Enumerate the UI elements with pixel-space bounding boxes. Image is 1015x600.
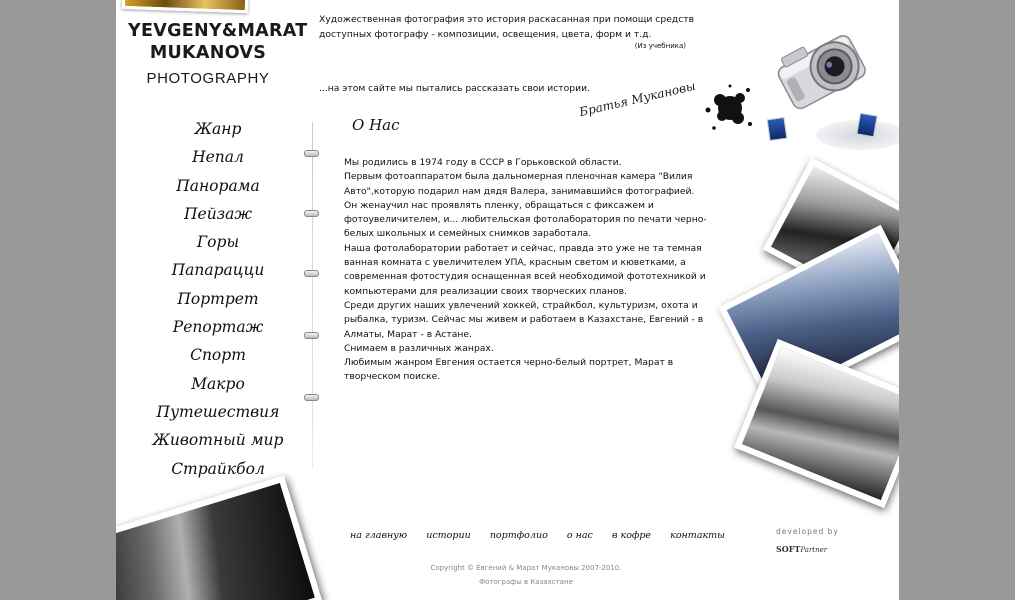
footer-nav	[350, 523, 739, 542]
nav-item-genre[interactable]: Жанр	[194, 120, 242, 138]
about-line: Любимым жанром Евгения остается черно-белый портрет, Марат в	[344, 357, 674, 369]
footer-link-bag[interactable]: в кофре	[611, 530, 652, 541]
photo-street-scene[interactable]	[116, 475, 322, 600]
about-line: творческом поиске.	[344, 371, 441, 383]
binder-ring-icon	[304, 150, 319, 157]
footer-link-home[interactable]: на главную	[350, 530, 408, 541]
nav-item-wildlife[interactable]: Животный мир	[152, 431, 284, 450]
camera-icon	[766, 8, 886, 118]
logo-photo-strip	[122, 0, 248, 13]
about-line: Авто",которую подарил нам дядя Валера, занимавшийся фотографией.	[344, 185, 695, 197]
brand-subtitle: PHOTOGRAPHY	[146, 70, 270, 87]
about-line: белых школьных и семейных снимков заработала.	[344, 228, 592, 240]
nav-item-portrait[interactable]: Портрет	[177, 289, 259, 308]
footer-subtitle: Фотографы в Казахстане	[479, 578, 573, 586]
about-line: Мы родились в 1974 году в СССР в Горьковской области.	[344, 157, 622, 168]
about-line: рыбалка, туризм. Сейчас мы живем и работаем в Казахстане, Евгений - в	[344, 314, 704, 326]
about-line: Первым фотоаппаратом была дальномерная пленочная камера "Вилия	[344, 171, 693, 183]
nav-item-macro[interactable]: Макро	[191, 374, 245, 393]
page-container	[116, 0, 899, 600]
signature: Братья Мукановы	[577, 78, 697, 120]
nav-item-travel[interactable]: Путешествия	[156, 402, 280, 421]
about-line: Наша фотолаборатории работает и сейчас, правда это уже не та темная	[344, 242, 702, 254]
brand-title-line2: MUKANOVS	[149, 43, 267, 63]
about-text	[344, 156, 714, 385]
nav-item-reportage[interactable]: Репортаж	[172, 318, 264, 337]
about-line: Он женаучил нас проявлять пленку, обращаться с фиксажем и	[344, 199, 654, 211]
developer-logo-main: SOFT	[776, 544, 801, 554]
intro-line-1: Художественная фотография это история раскасанная при помощи средств	[319, 14, 695, 25]
footer-link-stories[interactable]: истории	[426, 530, 471, 541]
intro-quote	[319, 12, 699, 42]
copyright: Copyright © Евгений & Марат Мукановы 2007-2010.	[430, 564, 622, 572]
tagline: ...на этом сайте мы пытались рассказать свои истории.	[319, 83, 590, 94]
sd-card-icon	[856, 113, 878, 138]
about-line: фотоувеличителем, и... любительская фотолаборатория по печати черно-	[344, 214, 707, 226]
nav-item-airsoft[interactable]: Страйкбол	[171, 459, 265, 478]
about-line: компьютерами для реализации своих творческих планов.	[344, 285, 627, 297]
intro-line-2: доступных фотографу - композиции, освещения, цвета, форм и т.д.	[319, 29, 652, 40]
binder-ring-icon	[304, 394, 319, 401]
about-line: современная фотостудия оснащенная всей необходимой фототехникой и	[344, 271, 706, 283]
developer-logo-script: Partner	[800, 546, 828, 554]
developer-logo[interactable]	[776, 544, 827, 554]
nav-item-paparazzi[interactable]: Папарацци	[171, 261, 265, 280]
binder-ring-icon	[304, 332, 319, 339]
genre-nav	[148, 115, 288, 483]
brand-title-line1: YEVGENY&MARAT	[128, 21, 308, 41]
binder-ring-icon	[304, 210, 319, 217]
brand-title[interactable]	[128, 20, 308, 64]
nav-item-nepal[interactable]: Непал	[192, 148, 244, 167]
about-line: Среди других наших увлечений хоккей, страйкбол, культуризм, охота и	[344, 299, 698, 311]
footer-link-contacts[interactable]: контакты	[670, 530, 725, 541]
footer-link-portfolio[interactable]: портфолио	[489, 530, 548, 541]
ink-blot-decoration	[700, 80, 756, 136]
about-line: ванная комната с увеличителем УПА, красным светом и кюветками, а	[344, 257, 686, 269]
nav-item-panorama[interactable]: Панорама	[176, 176, 260, 195]
nav-item-sport[interactable]: Спорт	[190, 346, 246, 365]
sd-card-icon	[767, 117, 788, 141]
binder-ring-icon	[304, 270, 319, 277]
content-divider	[312, 122, 313, 467]
nav-item-landscape[interactable]: Пейзаж	[184, 204, 252, 223]
nav-item-mountains[interactable]: Горы	[196, 233, 240, 252]
about-line: Алматы, Марат - в Астане.	[344, 328, 472, 340]
intro-source: (Из учебника)	[634, 42, 686, 50]
about-line: Снимаем в различных жанрах.	[344, 342, 494, 354]
developed-by-label: developed by	[776, 527, 839, 536]
footer-link-about[interactable]: о нас	[566, 530, 593, 541]
page-title: О Нас	[352, 116, 400, 134]
